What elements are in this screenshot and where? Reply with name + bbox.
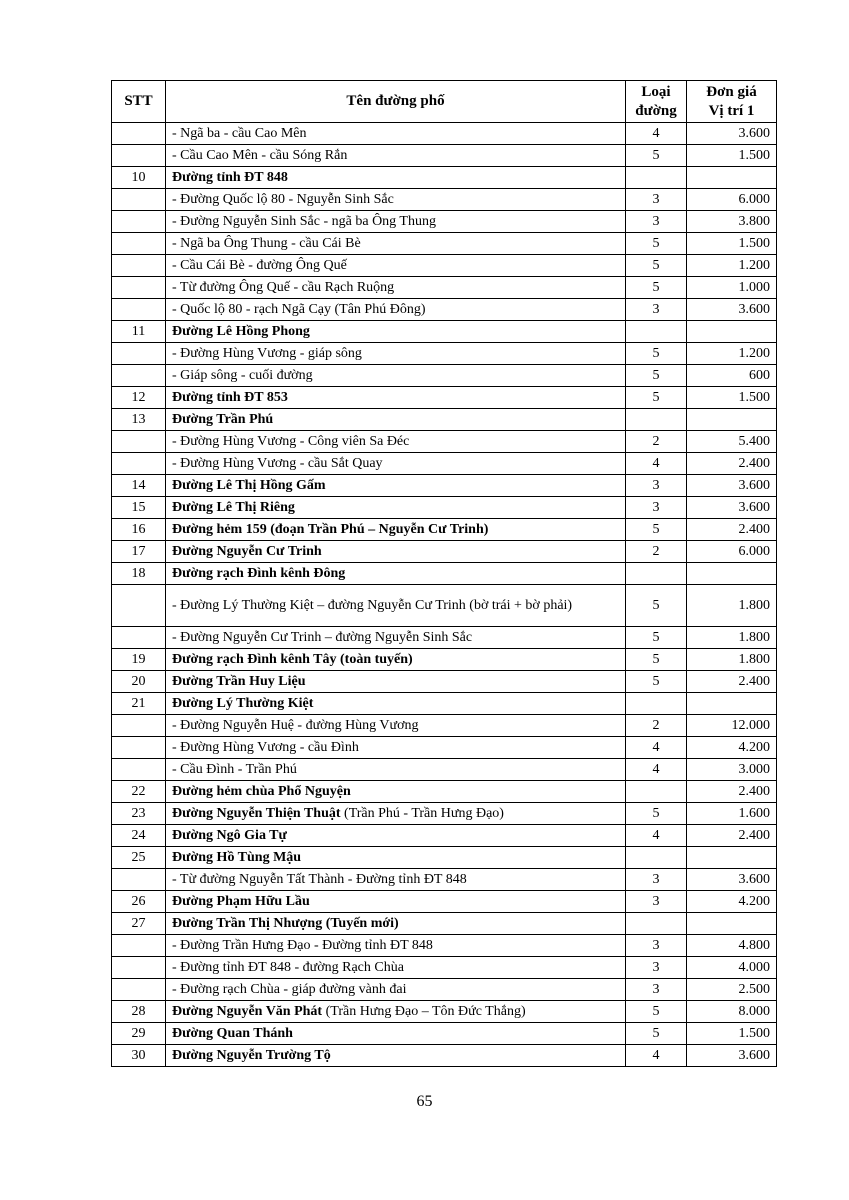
table-row — [112, 255, 777, 277]
row-street-name — [166, 211, 626, 233]
row-stt: 11 — [112, 321, 166, 343]
table-row — [112, 189, 777, 211]
row-unit-price: 1.500 — [687, 233, 777, 255]
street-name-text: - Cầu Cao Mên - cầu Sóng Rắn — [172, 147, 348, 163]
street-name-text: Đường Nguyễn Cư Trinh — [172, 543, 322, 559]
row-street-name — [166, 519, 626, 541]
street-name-text: - Cầu Đình - Trần Phú — [172, 761, 297, 777]
table-row — [112, 233, 777, 255]
row-unit-price: 1.500 — [687, 1023, 777, 1045]
row-road-type: 5 — [626, 255, 687, 277]
row-unit-price: 3.600 — [687, 299, 777, 321]
street-name-text: - Đường tỉnh ĐT 848 - đường Rạch Chùa — [172, 959, 404, 975]
row-stt: 27 — [112, 913, 166, 935]
row-road-type: 5 — [626, 277, 687, 299]
row-road-type: 3 — [626, 957, 687, 979]
row-road-type — [626, 563, 687, 585]
row-road-type: 5 — [626, 519, 687, 541]
street-name-text: Đường Nguyễn Thiện Thuật — [172, 805, 341, 821]
table-row — [112, 123, 777, 145]
row-unit-price — [687, 847, 777, 869]
row-unit-price: 3.600 — [687, 497, 777, 519]
table-row — [112, 299, 777, 321]
row-street-name — [166, 693, 626, 715]
street-name-text: - Đường rạch Chùa - giáp đường vành đai — [172, 981, 407, 997]
table-row — [112, 825, 777, 847]
row-street-name — [166, 847, 626, 869]
row-road-type — [626, 847, 687, 869]
table-header-row — [112, 81, 777, 123]
row-unit-price: 6.000 — [687, 541, 777, 563]
street-name-text: Đường hẻm 159 (đoạn Trần Phú – Nguyễn Cư Trinh) — [172, 521, 489, 537]
table-row — [112, 803, 777, 825]
row-road-type: 3 — [626, 935, 687, 957]
row-road-type — [626, 321, 687, 343]
street-name-text: Đường Lê Thị Riêng — [172, 499, 295, 515]
row-stt — [112, 431, 166, 453]
row-street-name — [166, 145, 626, 167]
row-stt — [112, 935, 166, 957]
table-row — [112, 957, 777, 979]
row-stt — [112, 869, 166, 891]
table-row — [112, 365, 777, 387]
page-number: 65 — [416, 1093, 433, 1110]
row-street-name — [166, 627, 626, 649]
row-street-name — [166, 431, 626, 453]
street-name-text: Đường Phạm Hữu Lầu — [172, 893, 310, 909]
row-road-type: 3 — [626, 299, 687, 321]
header-road-type-line2: đường — [635, 102, 677, 119]
table-row — [112, 387, 777, 409]
row-stt: 29 — [112, 1023, 166, 1045]
row-stt: 25 — [112, 847, 166, 869]
row-stt: 10 — [112, 167, 166, 189]
row-road-type — [626, 693, 687, 715]
street-name-text: Đường rạch Đình kênh Tây (toàn tuyến) — [172, 651, 413, 667]
row-street-name — [166, 671, 626, 693]
row-unit-price: 6.000 — [687, 189, 777, 211]
row-street-name — [166, 957, 626, 979]
street-name-text: Đường tỉnh ĐT 853 — [172, 389, 288, 405]
header-unit-price-line2: Vị trí 1 — [708, 102, 755, 119]
street-name-text: Đường Nguyễn Văn Phát — [172, 1003, 323, 1019]
row-road-type: 4 — [626, 123, 687, 145]
street-name-text: - Đường Hùng Vương - cầu Đình — [172, 739, 359, 755]
row-street-name — [166, 453, 626, 475]
table-row — [112, 211, 777, 233]
row-unit-price: 8.000 — [687, 1001, 777, 1023]
row-road-type: 5 — [626, 233, 687, 255]
street-name-text: Đường rạch Đình kênh Đông — [172, 565, 346, 581]
row-street-name — [166, 715, 626, 737]
table-row — [112, 321, 777, 343]
row-road-type: 4 — [626, 759, 687, 781]
row-street-name — [166, 409, 626, 431]
row-road-type: 5 — [626, 803, 687, 825]
row-road-type: 4 — [626, 453, 687, 475]
row-unit-price: 1.200 — [687, 343, 777, 365]
row-road-type — [626, 409, 687, 431]
row-street-name — [166, 123, 626, 145]
row-stt: 22 — [112, 781, 166, 803]
header-unit-price — [687, 81, 777, 123]
row-unit-price: 3.800 — [687, 211, 777, 233]
row-stt — [112, 453, 166, 475]
row-road-type: 3 — [626, 211, 687, 233]
table-row — [112, 869, 777, 891]
street-name-text: - Giáp sông - cuối đường — [172, 367, 313, 383]
street-name-text: - Đường Trần Hưng Đạo - Đường tỉnh ĐT 848 — [172, 937, 433, 953]
street-name-text: Đường Nguyễn Trường Tộ — [172, 1047, 331, 1063]
row-road-type — [626, 167, 687, 189]
row-road-type: 3 — [626, 891, 687, 913]
table-row — [112, 759, 777, 781]
row-unit-price: 1.500 — [687, 387, 777, 409]
header-road-type — [626, 81, 687, 123]
table-row — [112, 277, 777, 299]
row-street-name — [166, 1045, 626, 1067]
table-row — [112, 935, 777, 957]
street-name-text: Đường Trần Huy Liệu — [172, 673, 306, 689]
table-row — [112, 913, 777, 935]
row-unit-price: 12.000 — [687, 715, 777, 737]
table-row — [112, 541, 777, 563]
street-name-text: Đường Lê Thị Hồng Gấm — [172, 477, 326, 493]
row-street-name — [166, 277, 626, 299]
table-row — [112, 1001, 777, 1023]
table-row — [112, 737, 777, 759]
row-road-type: 5 — [626, 649, 687, 671]
row-road-type: 5 — [626, 585, 687, 627]
row-unit-price: 2.400 — [687, 781, 777, 803]
row-street-name — [166, 475, 626, 497]
street-name-text: - Đường Nguyễn Cư Trinh – đường Nguyễn Sinh Sắc — [172, 629, 473, 645]
table-row — [112, 563, 777, 585]
street-name-text: - Đường Quốc lộ 80 - Nguyễn Sinh Sắc — [172, 191, 394, 207]
row-stt: 18 — [112, 563, 166, 585]
row-street-name — [166, 255, 626, 277]
header-road-type-line1: Loại — [641, 83, 671, 100]
row-street-name — [166, 891, 626, 913]
street-name-text: Đường Ngô Gia Tự — [172, 827, 287, 843]
row-stt — [112, 145, 166, 167]
row-road-type: 2 — [626, 541, 687, 563]
row-road-type: 3 — [626, 869, 687, 891]
row-street-name — [166, 979, 626, 1001]
row-stt — [112, 737, 166, 759]
table-row — [112, 649, 777, 671]
row-street-name — [166, 1001, 626, 1023]
row-road-type: 5 — [626, 1023, 687, 1045]
row-stt: 21 — [112, 693, 166, 715]
table-row — [112, 475, 777, 497]
row-stt — [112, 189, 166, 211]
header-unit-price-line1: Đơn giá — [706, 83, 757, 100]
row-street-name — [166, 759, 626, 781]
row-unit-price — [687, 167, 777, 189]
row-unit-price: 3.600 — [687, 1045, 777, 1067]
row-street-name — [166, 233, 626, 255]
row-unit-price: 2.400 — [687, 519, 777, 541]
row-stt — [112, 255, 166, 277]
row-street-name — [166, 913, 626, 935]
row-road-type: 5 — [626, 145, 687, 167]
row-road-type: 3 — [626, 497, 687, 519]
row-road-type: 5 — [626, 343, 687, 365]
row-road-type: 3 — [626, 189, 687, 211]
row-road-type: 5 — [626, 1001, 687, 1023]
row-street-name — [166, 167, 626, 189]
row-stt: 23 — [112, 803, 166, 825]
row-street-name — [166, 935, 626, 957]
price-table — [111, 80, 777, 1067]
row-unit-price — [687, 409, 777, 431]
row-road-type: 3 — [626, 475, 687, 497]
row-street-name — [166, 803, 626, 825]
row-stt: 30 — [112, 1045, 166, 1067]
street-name-text: Đường Quan Thánh — [172, 1025, 293, 1041]
row-unit-price — [687, 321, 777, 343]
row-street-name — [166, 737, 626, 759]
street-name-text: - Ngã ba Ông Thung - cầu Cái Bè — [172, 235, 361, 251]
row-unit-price: 3.000 — [687, 759, 777, 781]
row-stt — [112, 211, 166, 233]
row-street-name — [166, 781, 626, 803]
table-row — [112, 847, 777, 869]
row-unit-price: 3.600 — [687, 869, 777, 891]
row-street-name — [166, 299, 626, 321]
row-street-name — [166, 387, 626, 409]
row-stt: 24 — [112, 825, 166, 847]
row-street-name — [166, 825, 626, 847]
table-body — [112, 123, 777, 1067]
row-unit-price: 1.600 — [687, 803, 777, 825]
row-stt — [112, 299, 166, 321]
row-unit-price: 4.200 — [687, 891, 777, 913]
row-stt: 15 — [112, 497, 166, 519]
table-row — [112, 167, 777, 189]
row-unit-price: 3.600 — [687, 123, 777, 145]
table-row — [112, 585, 777, 627]
table-row — [112, 671, 777, 693]
row-stt — [112, 343, 166, 365]
row-street-name — [166, 365, 626, 387]
street-name-text: - Đường Hùng Vương - giáp sông — [172, 345, 362, 361]
row-street-name — [166, 649, 626, 671]
table-row — [112, 979, 777, 1001]
street-name-text: Đường hẻm chùa Phổ Nguyện — [172, 783, 351, 799]
row-stt: 14 — [112, 475, 166, 497]
row-stt — [112, 123, 166, 145]
table-row — [112, 1045, 777, 1067]
row-road-type: 2 — [626, 431, 687, 453]
street-name-text: - Đường Hùng Vương - cầu Sắt Quay — [172, 455, 383, 471]
table-row — [112, 453, 777, 475]
table-row — [112, 891, 777, 913]
row-road-type: 5 — [626, 387, 687, 409]
row-stt: 12 — [112, 387, 166, 409]
row-unit-price: 3.600 — [687, 475, 777, 497]
row-unit-price: 600 — [687, 365, 777, 387]
row-road-type: 3 — [626, 979, 687, 1001]
row-unit-price: 1.800 — [687, 627, 777, 649]
row-street-name — [166, 321, 626, 343]
row-stt — [112, 233, 166, 255]
row-stt — [112, 627, 166, 649]
table-row — [112, 627, 777, 649]
row-stt — [112, 759, 166, 781]
row-unit-price: 1.200 — [687, 255, 777, 277]
row-street-name — [166, 189, 626, 211]
row-street-name — [166, 585, 626, 627]
street-name-text: - Đường Nguyễn Huệ - đường Hùng Vương — [172, 717, 419, 733]
street-name-text: Đường Trần Thị Nhượng (Tuyến mới) — [172, 915, 399, 931]
row-street-name — [166, 563, 626, 585]
row-stt: 16 — [112, 519, 166, 541]
row-unit-price — [687, 693, 777, 715]
row-road-type — [626, 913, 687, 935]
row-stt: 28 — [112, 1001, 166, 1023]
row-unit-price: 5.400 — [687, 431, 777, 453]
row-unit-price: 1.800 — [687, 649, 777, 671]
street-name-text: - Đường Nguyễn Sinh Sắc - ngã ba Ông Thung — [172, 213, 436, 229]
street-name-text: Đường Hồ Tùng Mậu — [172, 849, 302, 865]
row-street-name — [166, 343, 626, 365]
row-stt: 26 — [112, 891, 166, 913]
row-unit-price: 1.800 — [687, 585, 777, 627]
row-unit-price: 4.000 — [687, 957, 777, 979]
table-row — [112, 781, 777, 803]
street-name-text: Đường tỉnh ĐT 848 — [172, 169, 288, 185]
table-row — [112, 343, 777, 365]
row-road-type: 5 — [626, 671, 687, 693]
row-stt — [112, 365, 166, 387]
row-stt — [112, 715, 166, 737]
row-street-name — [166, 497, 626, 519]
row-unit-price: 4.200 — [687, 737, 777, 759]
row-road-type: 4 — [626, 1045, 687, 1067]
street-name-text: Đường Trần Phú — [172, 411, 274, 427]
row-stt: 20 — [112, 671, 166, 693]
row-unit-price — [687, 913, 777, 935]
row-road-type: 4 — [626, 825, 687, 847]
street-name-text: - Đường Lý Thường Kiệt – đường Nguyễn Cư Trinh (bờ trái + bờ phải) — [172, 597, 573, 613]
row-street-name — [166, 1023, 626, 1045]
row-stt — [112, 957, 166, 979]
row-stt: 19 — [112, 649, 166, 671]
street-name-text: - Quốc lộ 80 - rạch Ngã Cạy (Tân Phú Đông) — [172, 301, 426, 317]
street-segment-note: (Trần Phú - Trần Hưng Đạo) — [340, 805, 504, 821]
row-unit-price: 1.000 — [687, 277, 777, 299]
row-unit-price: 2.400 — [687, 453, 777, 475]
row-stt: 13 — [112, 409, 166, 431]
row-road-type: 5 — [626, 365, 687, 387]
row-road-type: 5 — [626, 627, 687, 649]
header-street-name: Tên đường phố — [166, 81, 626, 123]
row-street-name — [166, 541, 626, 563]
row-stt — [112, 979, 166, 1001]
table-row — [112, 145, 777, 167]
street-name-text: Đường Lý Thường Kiệt — [172, 695, 314, 711]
street-segment-note: (Trần Hưng Đạo – Tôn Đức Thắng) — [322, 1003, 526, 1019]
table-row — [112, 497, 777, 519]
row-unit-price: 2.400 — [687, 671, 777, 693]
table-row — [112, 715, 777, 737]
street-name-text: - Từ đường Nguyễn Tất Thành - Đường tỉnh ĐT 848 — [172, 871, 467, 887]
row-stt: 17 — [112, 541, 166, 563]
table-row — [112, 693, 777, 715]
table-row — [112, 409, 777, 431]
street-name-text: - Ngã ba - cầu Cao Mên — [172, 125, 307, 141]
table-row — [112, 431, 777, 453]
header-stt: STT — [112, 81, 166, 123]
street-name-text: Đường Lê Hồng Phong — [172, 323, 310, 339]
row-unit-price: 4.800 — [687, 935, 777, 957]
row-street-name — [166, 869, 626, 891]
row-road-type: 2 — [626, 715, 687, 737]
street-name-text: - Từ đường Ông Quế - cầu Rạch Ruộng — [172, 279, 395, 295]
row-road-type: 4 — [626, 737, 687, 759]
row-unit-price: 2.400 — [687, 825, 777, 847]
row-stt — [112, 277, 166, 299]
row-unit-price: 2.500 — [687, 979, 777, 1001]
street-name-text: - Đường Hùng Vương - Công viên Sa Đéc — [172, 433, 410, 449]
street-name-text: - Cầu Cái Bè - đường Ông Quế — [172, 257, 347, 273]
row-unit-price — [687, 563, 777, 585]
table-row — [112, 1023, 777, 1045]
row-unit-price: 1.500 — [687, 145, 777, 167]
row-stt — [112, 585, 166, 627]
table-row — [112, 519, 777, 541]
row-road-type — [626, 781, 687, 803]
